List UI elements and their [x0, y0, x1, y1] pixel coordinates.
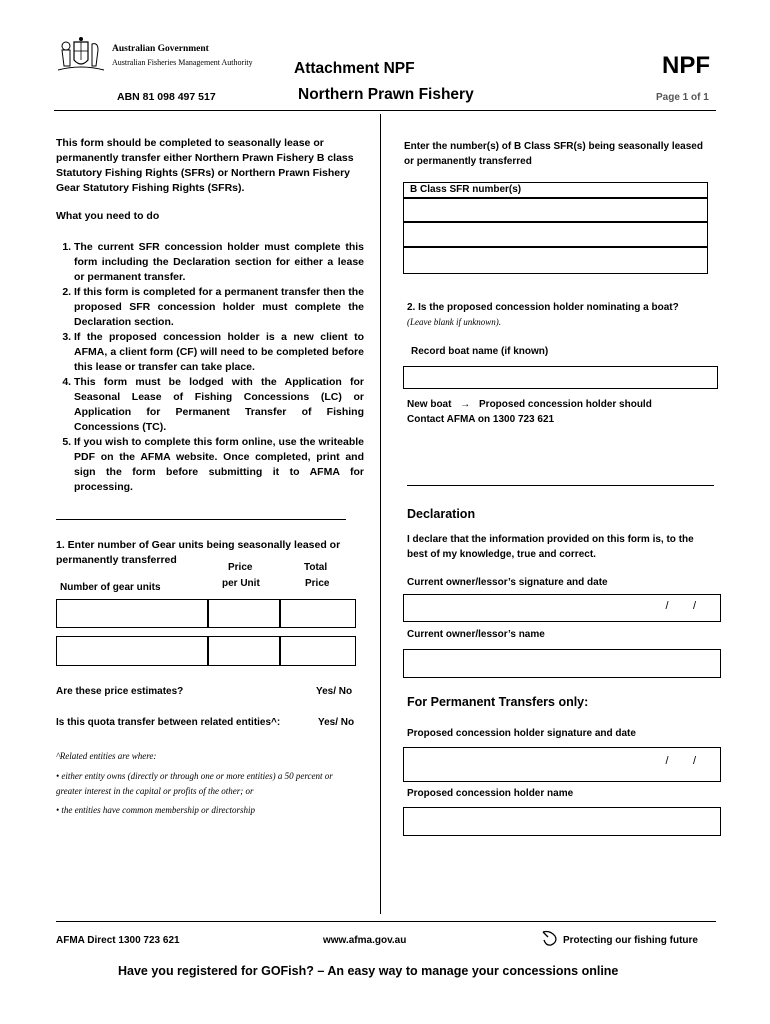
declaration-heading: Declaration	[407, 507, 476, 521]
footer-divider	[56, 921, 716, 922]
page-number: Page 1 of 1	[656, 92, 709, 103]
step-item: 5. If you wish to complete this form online, use the writeable PDF on the AFMA website. Once completed, print and sign the form before submitting it to AFMA for processing.	[74, 435, 364, 495]
need-heading: What you need to do	[56, 210, 160, 222]
gear-units-input[interactable]	[56, 599, 209, 628]
step-item: 2. If this form is completed for a permanent transfer then the proposed SFR concession holder must complete the Declaration section.	[74, 285, 364, 330]
fish-hook-icon	[540, 928, 560, 948]
title-line2: Northern Prawn Fishery	[298, 86, 474, 103]
new-boat-contact: Contact AFMA on 1300 723 621	[407, 414, 555, 425]
proposed-name-input[interactable]	[403, 807, 721, 836]
total-price-input[interactable]	[279, 636, 356, 666]
owner-signature-label: Current owner/lessor’s signature and date	[407, 577, 608, 588]
footer-website[interactable]: www.afma.gov.au	[323, 935, 407, 946]
proposed-signature-input[interactable]	[403, 747, 721, 782]
footer-phone: AFMA Direct 1300 723 621	[56, 935, 180, 946]
sfr-question: Enter the number(s) of B Class SFR(s) being seasonally leased or permanently transferred	[404, 141, 703, 167]
section-divider	[56, 519, 346, 520]
arrow-right-icon: →	[460, 399, 471, 410]
gov-line1: Australian Government	[112, 44, 209, 54]
related-item-2: • the entities have common membership or directorship	[56, 805, 256, 815]
owner-name-label: Current owner/lessor’s name	[407, 629, 545, 640]
step-item: 4. This form must be lodged with the Application for Seasonal Lease of Fishing Concessions (LC) or Application for Permanent Transfer of Fishing Concessions (TC).	[74, 375, 364, 435]
sfr-number-input[interactable]	[403, 246, 708, 274]
owner-signature-input[interactable]	[403, 594, 721, 622]
gear-units-input[interactable]	[56, 636, 209, 666]
sfr-number-input[interactable]	[403, 197, 708, 223]
footer-tagline: Protecting our fishing future	[563, 935, 698, 946]
price-per-unit-input[interactable]	[207, 636, 281, 666]
date-separator: / /	[665, 755, 696, 767]
header-divider	[54, 110, 716, 111]
section-divider	[407, 485, 714, 486]
col-price-1: Price	[228, 562, 253, 573]
gov-line2: Australian Fisheries Management Authority	[112, 58, 253, 67]
column-divider	[380, 114, 381, 914]
quota-question: Is this quota transfer between related entities^:	[56, 717, 281, 728]
coat-of-arms-icon	[54, 36, 108, 74]
boat-name-input[interactable]	[403, 366, 718, 389]
q1-gear-units: 1. Enter number of Gear units being seasonally leased or permanently transferred	[56, 539, 341, 566]
gofish-banner: Have you registered for GOFish? – An easy way to manage your concessions online	[118, 964, 619, 978]
col-units: Number of gear units	[60, 582, 161, 593]
title-line1: Attachment NPF	[294, 60, 415, 77]
related-heading: ^Related entities are where:	[56, 751, 157, 761]
quota-answer[interactable]: Yes/ No	[318, 717, 355, 728]
permanent-transfers-heading: For Permanent Transfers only:	[407, 695, 589, 709]
date-separator: / /	[665, 600, 696, 612]
boat-name-label: Record boat name (if known)	[411, 346, 549, 357]
proposed-signature-label: Proposed concession holder signature and date	[407, 728, 636, 739]
col-total-1: Total	[304, 562, 328, 573]
abn: ABN 81 098 497 517	[117, 91, 216, 103]
new-boat-label: New boat	[407, 399, 452, 410]
price-per-unit-input[interactable]	[207, 599, 281, 628]
intro-text: This form should be completed to seasonally lease or permanently transfer either Northern Prawn Fishery B class Statutory Fishing Rights (SFRs) or Northern Prawn Fishery Gear Statutory Fishing Rights (SFRs).	[56, 137, 354, 194]
step-item: 3. If the proposed concession holder is a new client to AFMA, a client form (CF) will need to be completed before this lease or transfer can take place.	[74, 330, 364, 375]
new-boat-instruction: Proposed concession holder should	[479, 399, 652, 410]
form-code: NPF	[662, 52, 710, 79]
col-price-2: per Unit	[222, 578, 260, 589]
owner-name-input[interactable]	[403, 649, 721, 678]
sfr-number-input[interactable]	[403, 221, 708, 248]
step-item: 1. The current SFR concession holder must complete this form including the Declaration section for either a lease or permanent transfer.	[74, 240, 364, 285]
proposed-name-label: Proposed concession holder name	[407, 788, 574, 799]
declaration-text: I declare that the information provided on this form is, to the best of my knowledge, true and correct.	[407, 534, 694, 560]
q2-boat-question: 2. Is the proposed concession holder nominating a boat?	[407, 302, 679, 313]
col-total-2: Price	[305, 578, 330, 589]
new-boat-note	[407, 399, 652, 410]
steps-list	[56, 240, 364, 495]
related-item-1: • either entity owns (directly or through one or more entities) a 50 percent or greater interest in the capital or profits of the other; or	[56, 771, 333, 796]
q2-note: (Leave blank if unknown).	[407, 317, 501, 327]
total-price-input[interactable]	[279, 599, 356, 628]
price-estimates-question: Are these price estimates?	[56, 686, 184, 697]
price-estimates-answer[interactable]: Yes/ No	[316, 686, 353, 697]
sfr-column-label: B Class SFR number(s)	[410, 184, 522, 195]
